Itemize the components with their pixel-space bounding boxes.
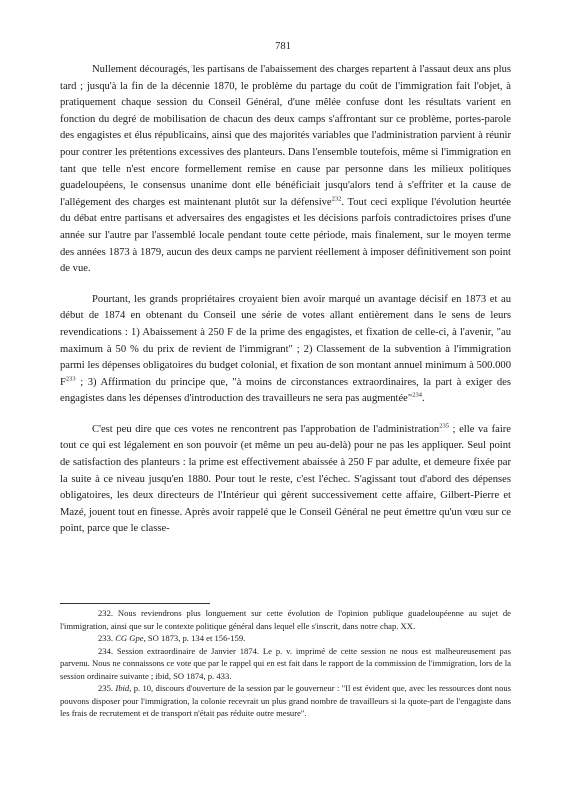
footnote-ref-235[interactable]: 235: [439, 422, 449, 430]
footnote-text: , SO 1873, p. 134 et 156-159.: [143, 633, 246, 643]
footnote-number: 233.: [98, 633, 116, 643]
body-text: [60, 62, 511, 552]
footnote-source: Ibid: [115, 683, 130, 693]
footnote-ref-232[interactable]: 232: [331, 195, 342, 203]
page-number: 781: [275, 41, 291, 52]
paragraph-3: [60, 422, 511, 538]
paragraph-text: Pourtant, les grands propriétaires croyaient bien avoir marqué un avantage décisif en 1873 et au début de 1874 en obtenant du Conseil une série de votes allant entièrement dans le sens de leurs revendications : 1) Abaissement à 250 F de la prime des engagistes, et fixation de celle-ci, à l'avenir, "au maximum à 50 % du prix de revient de l'immigrant" ; 2) Classement de la subvention à l'immigration parmi les dépenses obligatoires du budget colonial, et fixation de son montant annuel minimum à 500.000 F: [60, 293, 511, 388]
paragraph-1: [60, 62, 511, 278]
paragraph-text: . Tout ceci explique l'évolution heurtée du débat entre partisans et adversaires des engagistes et les décisions parfois contradictoires prises d'une année sur l'autre par l'assemblé locale pendant toute cette période, mais finalement, sur le moyen terme des années 1873 à 1879, aucun des deux camps ne parvient réellement à imposer définitivement son point de vue.: [60, 196, 511, 275]
paragraph-text: .: [421, 393, 425, 405]
footnote-232: 232. Nous reviendrons plus longuement sur cette évolution de l'opinion publique guadeloupéenne au sujet de l'immigration, ainsi que sur le contexte politique général dans lequel elle s'inscrit, dans notre chap. XX.: [60, 608, 511, 631]
footnote-234: 234. Session extraordinaire de Janvier 1874. Le p. v. imprimé de cette session ne nous est malheureusement pas parvenu. Nous ne connaissons ce vote que par le rappel qui en est fait dans le rapport de la commission de l'immigration, lors de la session ordinaire suivante ; ibid, SO 1874, p. 433.: [60, 645, 511, 681]
paragraph-text: Nullement découragés, les partisans de l'abaissement des charges repartent à l'assaut deux ans plus tard ; jusqu'à la fin de la décennie 1870, le problème du partage du coût de l'immigration fait l'objet, à pratiquement chaque session du Conseil Général, d'une mêlée confuse dont les résultats varient en fonction du degré de mobilisation de chacun des deux camps s'affrontant sur ce problème, portes-parole des engagistes et élus républicains, ainsi que des majorités variables que l'administration parvient à réunir pour contrer les prétentions excessives des planteurs. Dans l'ensemble toutefois, même si l'immigration en tant que telle n'est encore formellement remise en cause par personne dans les milieux politiques guadeloupéens, le consensus unanime dont elle bénéficiait jusqu'alors tend à s'effriter et la cause de l'allégement des charges est maintenant plutôt sur la défensive: [60, 64, 511, 208]
paragraph-2: [60, 292, 511, 408]
footnote-text: , p. 10, discours d'ouverture de la session par le gouverneur : "Il est évident que, avec les ressources dont nous pouvons disposer pour l'immigration, la colonie recevrait un plus grand nombre de travailleurs si la quote-part de l'engagiste dans les frais de recrutement et de transport n'était pas réduite outre mesure".: [60, 683, 512, 718]
paragraph-text: ; elle va faire tout ce qui est légalement en son pouvoir (et même un peu au-delà) pour ne pas les appliquer. Seul point de satisfaction des planteurs : la prime est effectivement abaissée à 250 F par adulte, et demeure fixée par la suite à ce niveau jusqu'en 1880. Pour tout le reste, c'est l'échec. S'agissant tout d'abord des dépenses obligatoires, les deux directeurs de l'Intérieur qui gèrent successivement cette affaire, Gilbert-Pierre et Mazé, jouent tout en finesse. Après avoir rappelé que le Conseil Général ne peut émettre qu'un vœu sur ce point, parce que le classe-: [60, 423, 512, 535]
footnote-separator: [60, 603, 210, 604]
footnote-ref-234[interactable]: 234: [412, 391, 422, 399]
paragraph-text: C'est peu dire que ces votes ne rencontrent pas l'approbation de l'administration: [92, 423, 440, 435]
footnote-233: [60, 632, 511, 645]
footnote-source: CG Gpe: [115, 633, 144, 643]
footnotes: [60, 607, 511, 720]
footnote-number: 235.: [98, 683, 116, 693]
paragraph-text: ; 3) Affirmation du principe que, "à moins de circonstances extraordinaires, la part à exiger des engagistes dans les dépenses d'introduction des travailleurs ne sera pas augmentée": [60, 376, 511, 405]
footnote-235: [60, 682, 511, 720]
footnote-ref-233[interactable]: 233: [65, 375, 76, 383]
